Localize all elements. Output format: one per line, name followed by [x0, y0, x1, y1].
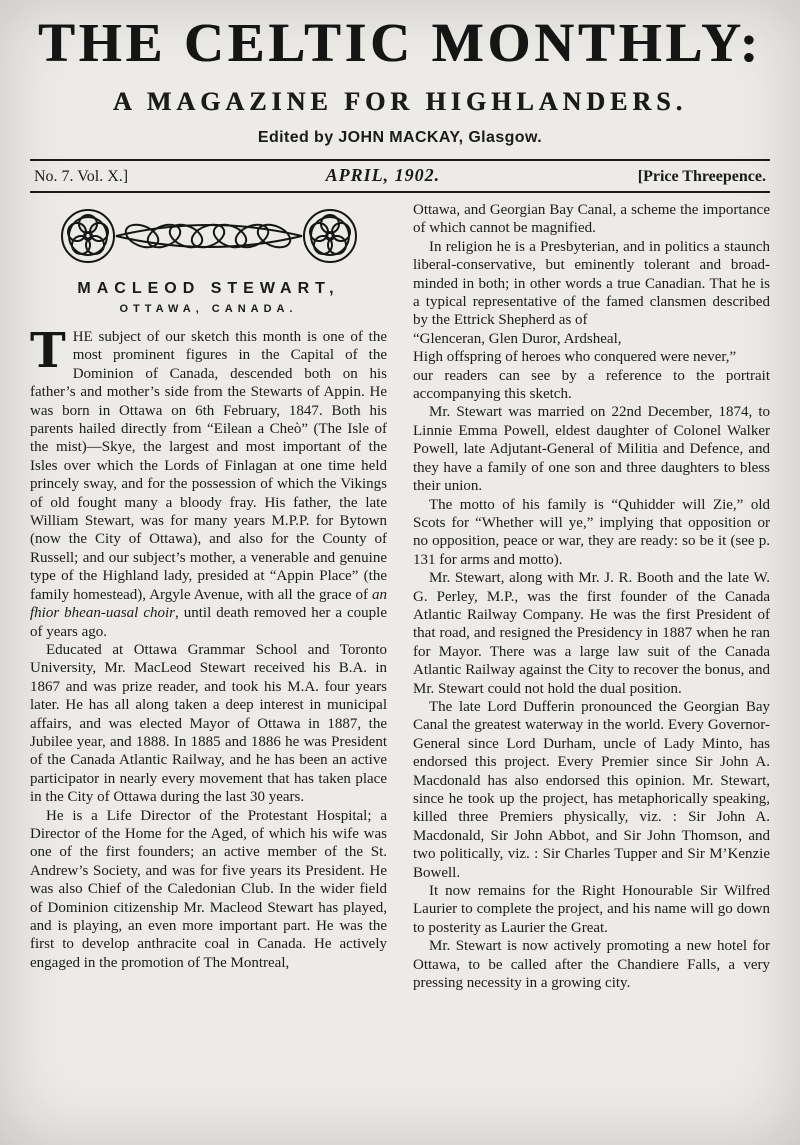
right-column — [413, 201, 770, 992]
article-subtitle: OTTAWA, CANADA. — [119, 303, 298, 315]
article-paragraph: The late Lord Dufferin pronounced the Georgian Bay Canal the greatest waterway in the world. Every Governor-General since Lord Durham, uncle of Lady Minto, has endorsed this project. Every Premier since Sir John A. Macdonald has also endorsed this opinion. Mr. Stewart, since he took up the project, has metaphorically speaking, killed three Premiers physically, viz. : Sir John A. Macdonald, Sir John Abbot, and Sir John Thomson, and two politically, viz. : Sir Charles Tupper and Sir M’Kenzie Bowell. — [413, 698, 770, 881]
paragraph-text: HE subject of our sketch this month is one of the most prominent figures in the Capital of the Dominion of Canada, descended both on his father’s and mother’s side from the Stewarts of Appin. He was born in Ottawa on 6th February, 1847. Both his parents hailed directly from “Eilean a Cheò” (The Isle of the mist)—Skye, the largest and most important of the Isles over which the Lords of Finlagan at one time held princely sway, and for the possession of which the Vikings of old fought many a bloody fray. His father, the late William Stewart, was for many years M.P.P. for Bytown (now the City of Ottawa), and also for the County of Russell; and our subject’s mother, a venerable and genuine type of the Highland lady, presided at “Appin Place” (the family homestead), Argyle Avenue, with all the grace of an fhior bhean-uasal choir, until death removed her a couple of years ago. — [30, 329, 387, 640]
article-paragraph: Mr. Stewart was married on 22nd December, 1874, to Linnie Emma Powell, eldest daughter of Colonel Walker Powell, late Adjutant-General of Militia and Defence, and they have a family of one son and three daughters to bless their union. — [413, 404, 770, 495]
drop-cap: T — [30, 323, 66, 379]
issue-number: No. 7. Vol. X.] — [34, 168, 129, 185]
masthead — [30, 12, 770, 147]
issue-price: [Price Threepence. — [637, 168, 766, 185]
divider-rule-bottom — [30, 191, 770, 193]
article-paragraph: In religion he is a Presbyterian, and in politics a staunch liberal-conservative, but eminently tolerant and broad-minded in both; in other words a true Canadian. That he is a typical representative of the famed clansmen described by the Ettrick Shepherd as of “Glenceran, Glen Duror, Ardsheal, High offspring of heroes who conquered were never,” our readers can see by a reference to the portrait accompanying this sketch. — [413, 238, 770, 403]
article-paragraph: Educated at Ottawa Grammar School and Toronto University, Mr. MacLeod Stewart received his B.A. in 1867 and was prize reader, and took his M.A. four years later. He has all along taken a deep interest in municipal affairs, and was elected Mayor of Ottawa in 1887, the Jubilee year, and 1888. In 1885 and 1886 he was President of the Canada Atlantic Railway, and he has been an active participator in nearly every movement that has taken place in the City of Ottawa during the last 30 years. — [30, 641, 387, 806]
article-paragraph: The motto of his family is “Quhidder will Zie,” old Scots for “Whether will ye,” implying that opposition or no opposition, peace or war, they are ready: so be it (see p. 131 for arms and motto). — [413, 496, 770, 568]
article-title: MACLEOD STEWART, — [77, 280, 340, 297]
article-paragraph: Ottawa, and Georgian Bay Canal, a scheme the importance of which cannot be magnified. — [413, 202, 770, 237]
magazine-subtitle: A MAGAZINE FOR HIGHLANDERS. — [112, 87, 688, 116]
article-paragraph: Mr. Stewart, along with Mr. J. R. Booth and the late W. G. Perley, M.P., was the first founder of the Canada Atlantic Railway Company. He was the first President of that road, and resigned the Presidency in 1887 when he ran for Mayor. There was a large law suit of the Canada Atlantic Railway against the City to recover the bonus, and Mr. Stewart could not hold the dual position. — [413, 570, 770, 697]
article-paragraph: It now remains for the Right Honourable Sir Wilfred Laurier to complete the project, and his name will go down to posterity as Laurier the Great. — [413, 883, 770, 936]
article-columns — [30, 201, 770, 992]
edited-by-line: Edited by JOHN MACKAY, Glasgow. — [257, 129, 543, 146]
article-paragraph: Mr. Stewart is now actively promoting a new hotel for Ottawa, to be called after the Chandiere Falls, a very pressing necessity in a growing city. — [413, 938, 770, 992]
article-paragraph — [30, 323, 387, 641]
magazine-title: THE CELTIC MONTHLY: — [38, 12, 762, 73]
left-column — [30, 201, 387, 992]
celtic-knot-ornament-icon — [30, 205, 387, 272]
issue-date: APRIL, 1902. — [325, 165, 441, 185]
issue-line — [30, 161, 770, 191]
article-paragraph: He is a Life Director of the Protestant Hospital; a Director of the Home for the Aged, of which his wife was one of the first founders; an active member of the St. Andrew’s Society, and was for five years its President. He was also Chief of the Caledonian Club. In the wider field of Dominion citizenship Mr. Macleod Stewart has played, and is playing, an even more important part. He was the first to develop anthracite coal in Canada. He actively engaged in the promotion of The Montreal, — [30, 807, 387, 971]
